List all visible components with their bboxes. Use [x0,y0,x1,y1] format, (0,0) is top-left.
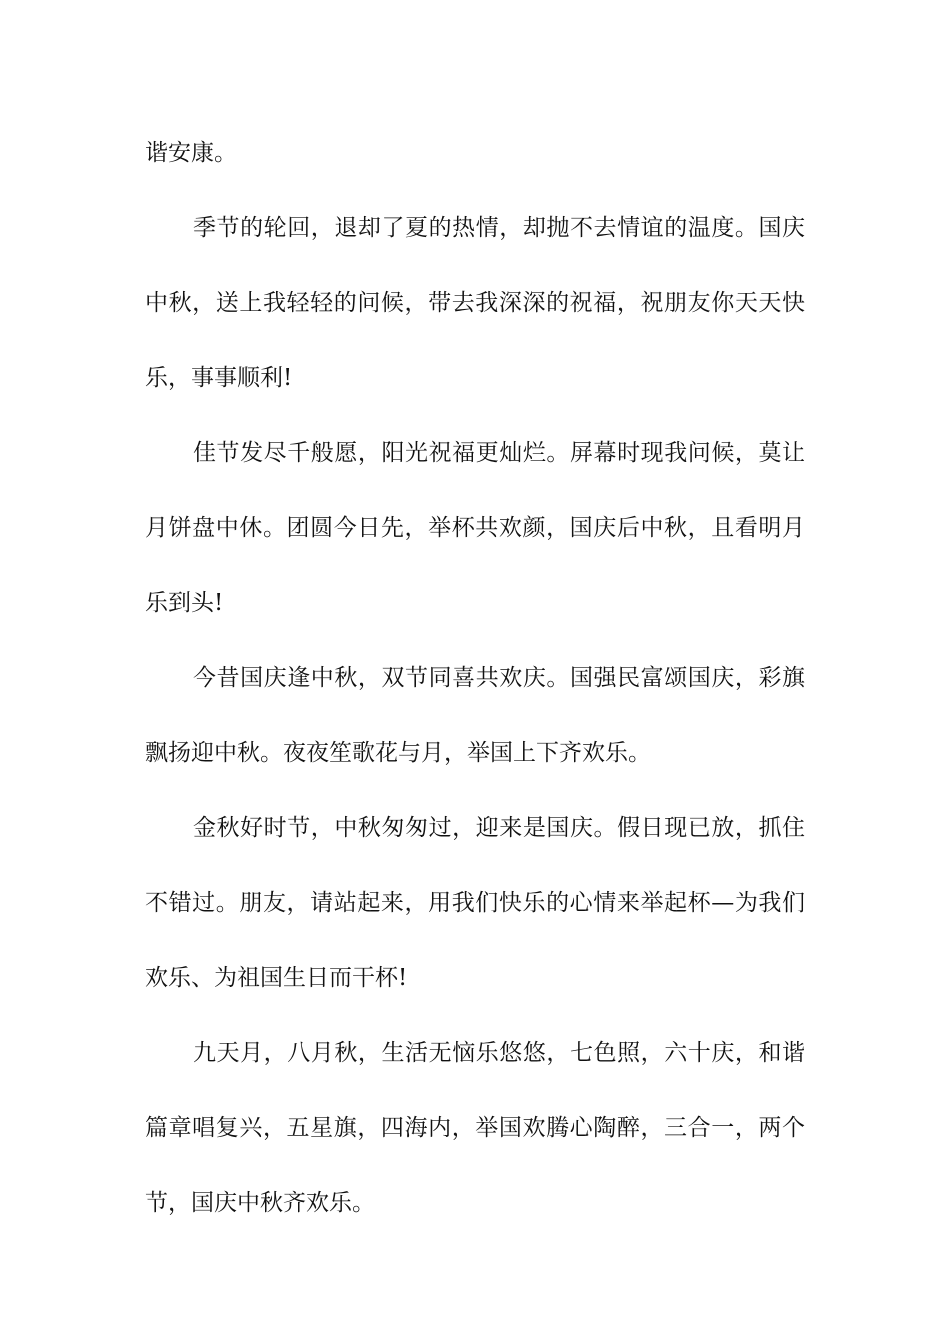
paragraph-2: 佳节发尽千般愿，阳光祝福更灿烂。屏幕时现我问候，莫让月饼盘中休。团圆今日先，举杯共欢颜，国庆后中秋，且看明月乐到头! [145,440,805,616]
document-body [145,116,805,1241]
paragraph-1: 季节的轮回，退却了夏的热情，却抛不去情谊的温度。国庆中秋，送上我轻轻的问候，带去我深深的祝福，祝朋友你天天快乐，事事顺利! [145,215,805,391]
paragraph-5: 九天月，八月秋，生活无恼乐悠悠，七色照，六十庆，和谐篇章唱复兴，五星旗，四海内，举国欢腾心陶醉，三合一，两个节，国庆中秋齐欢乐。 [145,1040,805,1216]
paragraph-continued: 谐安康。 [145,140,237,166]
paragraph-3: 今昔国庆逢中秋，双节同喜共欢庆。国强民富颂国庆，彩旗飘扬迎中秋。夜夜笙歌花与月，举国上下齐欢乐。 [145,665,805,766]
paragraph-4: 金秋好时节，中秋匆匆过，迎来是国庆。假日现已放，抓住不错过。朋友，请站起来，用我们快乐的心情来举起杯—为我们欢乐、为祖国生日而干杯! [145,815,805,991]
